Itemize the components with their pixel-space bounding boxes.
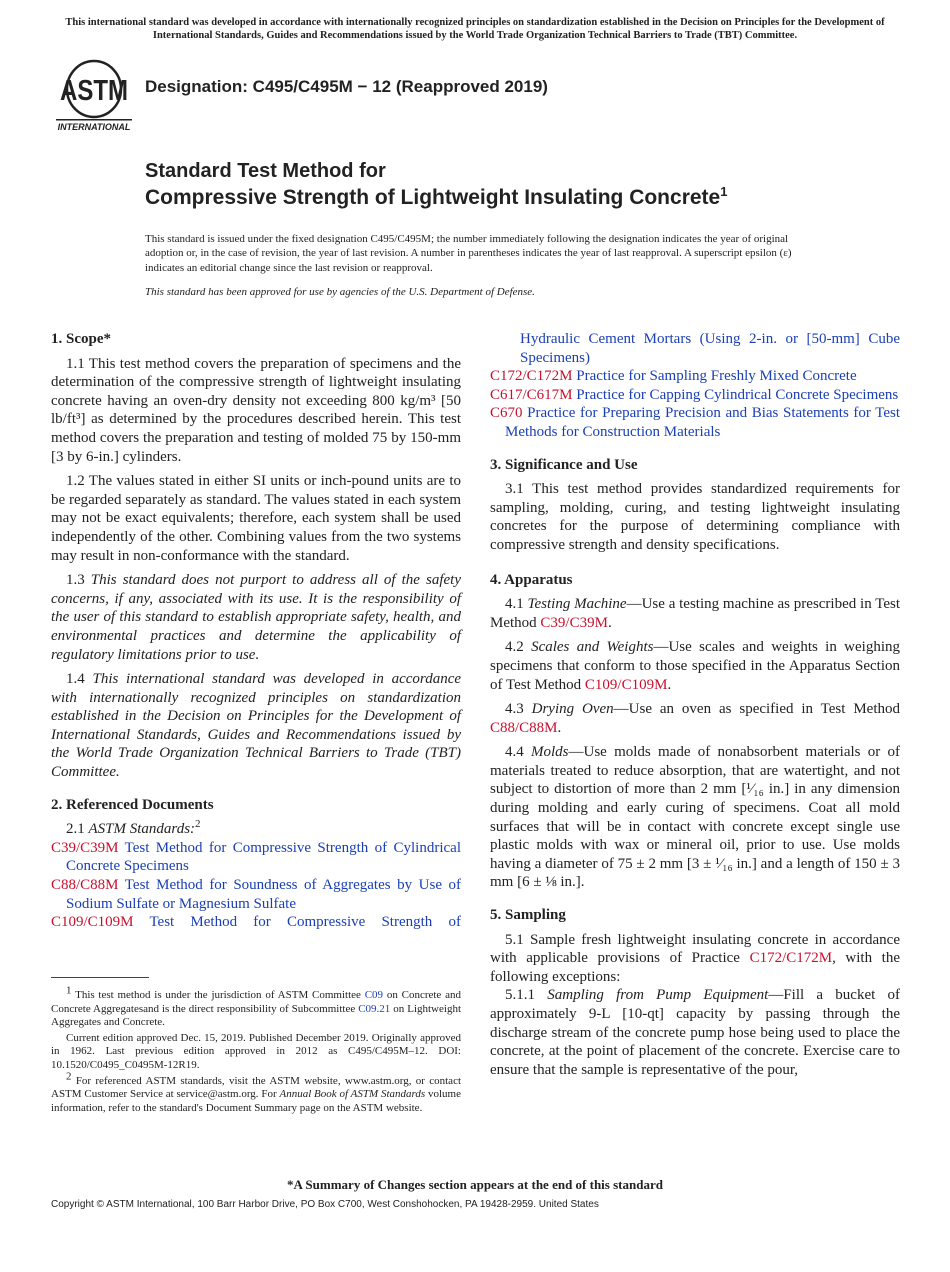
logo-text: ASTM [60,74,128,107]
title-text: Compressive Strength of Lightweight Insulating Concrete [145,186,721,209]
scope-heading: 1. Scope* [51,331,111,347]
copyright: Copyright © ASTM International, 100 Barr Harbor Drive, PO Box C700, West Conshohocken, PA 19428-2959. United States [51,1199,599,1210]
link-c109[interactable]: C109/C109M [584,676,668,693]
footnotes [51,984,462,1117]
ref-item-c109-title: Test Method for Compressive Strength of [149,914,461,931]
ref-item-c670[interactable]: C670 Practice for Preparing Precision and Bias Statements for Test Methods for Construction Materials [490,405,900,440]
issued-note: This standard is issued under the fixed designation C495/C495M; the number immediately following the designation indicates the year of original adoption or, in the case of revision, the year of last revision. A number in parentheses indicates the year of last reapproval. A superscript epsilon (ε) indicates an editorial change since the last revision or reapproval. [145,233,792,274]
apparatus-heading: 4. Apparatus [490,571,573,588]
ref-item-c109[interactable]: C109/C109M Test Method for Compressive Strength of [51,914,461,931]
apparatus-4-1: 4.1 Testing Machine—Use a testing machine as prescribed in Test Method C39/C39M. [490,596,900,631]
logo-subtext: INTERNATIONAL [57,122,131,132]
significance-heading: 3. Significance and Use [490,456,638,473]
ref-item-c617[interactable]: C617/C617M Practice for Capping Cylindrical Concrete Specimens [490,386,899,403]
link-c88[interactable]: C88/C88M [490,719,558,736]
apparatus-4-4: 4.4 Molds—Use molds made of nonabsorbent materials or of materials treated to reduce absorption, that are watertight, and not subject to distortion of more than 2 mm [¹⁄₁₆ in.] in any dimension during molding and early curing of specimens. Coat all mold surfaces that will be in contact with concrete except single use plastic molds with wax or mineral oil, prior to use. Use molds having a diameter of 75 ± 2 mm [3 ± ¹⁄₁₆ in.] and a length of 150 ± 3 mm [6 ± ⅛ in.]. [490,744,900,891]
ref-item-c39[interactable]: C39/C39M Test Method for Compressive Strength of Cylindrical Concrete Specimens [51,839,461,875]
astm-logo [54,57,134,133]
ref-item-c172[interactable]: C172/C172M Practice for Sampling Freshly Mixed Concrete [490,368,857,385]
refdocs-heading: 2. Referenced Documents [51,796,214,813]
scope-1-1: 1.1 This test method covers the preparation of specimens and the determination of the compressive strength of lightweight insulating concrete having an oven-dry density not exceeding 800 kg/m³ [50 lb/ft³] as determined by the procedures described herein. This test method covers the preparation and testing of molded 75 by 150-mm [3 by 6-in.] cylinders. [51,355,461,465]
approved-note: This standard has been approved for use by agencies of the U.S. Department of Defense. [145,286,535,298]
ref-item-c109-continued[interactable]: Hydraulic Cement Mortars (Using 2-in. or [50-mm] Cube Specimens) [520,331,900,366]
link-c09-21[interactable]: C09.21 [358,1002,391,1015]
scope-1-3: 1.3 This standard does not purport to address all of the safety concerns, if any, associated with its use. It is the responsibility of the user of this standard to establish appropriate safety, health, and environmental practices and determine the applicability of regulatory limitations prior to use. [51,572,461,663]
footnote-1-edition: Current edition approved Dec. 15, 2019. Published December 2019. Originally approved in 1962. Last previous edition approved in 2012 as C495/C495M–12. DOI: 10.1520/C0495_C0495M-12R19. [51,1031,461,1071]
scope-1-4: 1.4 This international standard was developed in accordance with internationally recognized principles on standardization established in the Decision on Principles for the Development of International Standards, Guides and Recommendations issued by the World Trade Organization Technical Barriers to Trade (TBT) Committee. [51,671,462,781]
link-c09[interactable]: C09 [364,989,384,1001]
ref-item-c88[interactable]: C88/C88M Test Method for Soundness of Aggregates by Use of Sodium Sulfate or Magnesium Sulfate [51,877,462,912]
apparatus-4-3: 4.3 Drying Oven—Use an oven as specified in Test Method C88/C88M. [490,701,900,736]
footnote-2: 2 For referenced ASTM standards, visit the ASTM website, www.astm.org, or contact ASTM Customer Service at service@astm.org. For Annual Book of ASTM Standards volume information, refer to the standard's Document Summary page on the ASTM website. [51,1069,462,1114]
right-column [490,330,900,1085]
sampling-heading: 5. Sampling [490,907,566,924]
footnote-divider [51,977,149,978]
designation: Designation: C495/C495M − 12 (Reapproved 2019) [145,77,548,96]
top-notice: This international standard was developed in accordance with internationally recognized principles on standardization established in the Decision on Principles for the Development of International Standards, Guides and Recommendations issued by the World Trade Organization Technical Barriers to Trade (TBT) Committee. [65,17,885,41]
link-c39[interactable]: C39/C39M [540,614,608,631]
sampling-5-1-1: 5.1.1 Sampling from Pump Equipment—Fill a bucket of approximately 9-L [10-qt] capacity by passing through the discharge stream of the concrete pump hose being used to place the concrete, at the point of placement of the concrete. Exercise care to ensure that the sample is representative of the pour, [490,987,901,1078]
refdocs-2-1: 2.1 ASTM Standards:$^2$ [66,818,201,838]
significance-3-1: 3.1 This test method provides standardized requirements for sampling, molding, curing, and testing lightweight insulating concretes for the purpose of determining compliance with compressive strength and density specifications. [490,481,900,553]
link-c172[interactable]: C172/C172M [749,950,833,967]
summary-note: *A Summary of Changes section appears at the end of this standard [287,1177,663,1192]
title-line-1: Standard Test Method for [145,160,386,182]
left-column [51,330,461,932]
scope-1-2: 1.2 The values stated in either SI units or inch-pound units are to be regarded separately as standard. The values stated in each system may not be exact equivalents; therefore, each system shall be used independently of the other. Combining values from the two systems may result in non-conformance with the standard. [51,473,461,564]
title-footnote-mark: 1 [720,184,728,199]
footnote-1: 1 This test method is under the jurisdiction of ASTM Committee C09 on Concrete and Concrete Aggregatesand is the direct responsibility of Subcommittee C09.21 on Lightweight Aggregates and Concrete. [51,984,461,1029]
title-line-2 [145,184,727,210]
apparatus-4-2: 4.2 Scales and Weights—Use scales and weights in weighing specimens that conform to those specified in the Apparatus Section of Test Method C109/C109M. [490,639,900,693]
sampling-5-1: 5.1 Sample fresh lightweight insulating concrete in accordance with applicable provisions of Practice C172/C172M, with the following exceptions: [490,931,900,985]
